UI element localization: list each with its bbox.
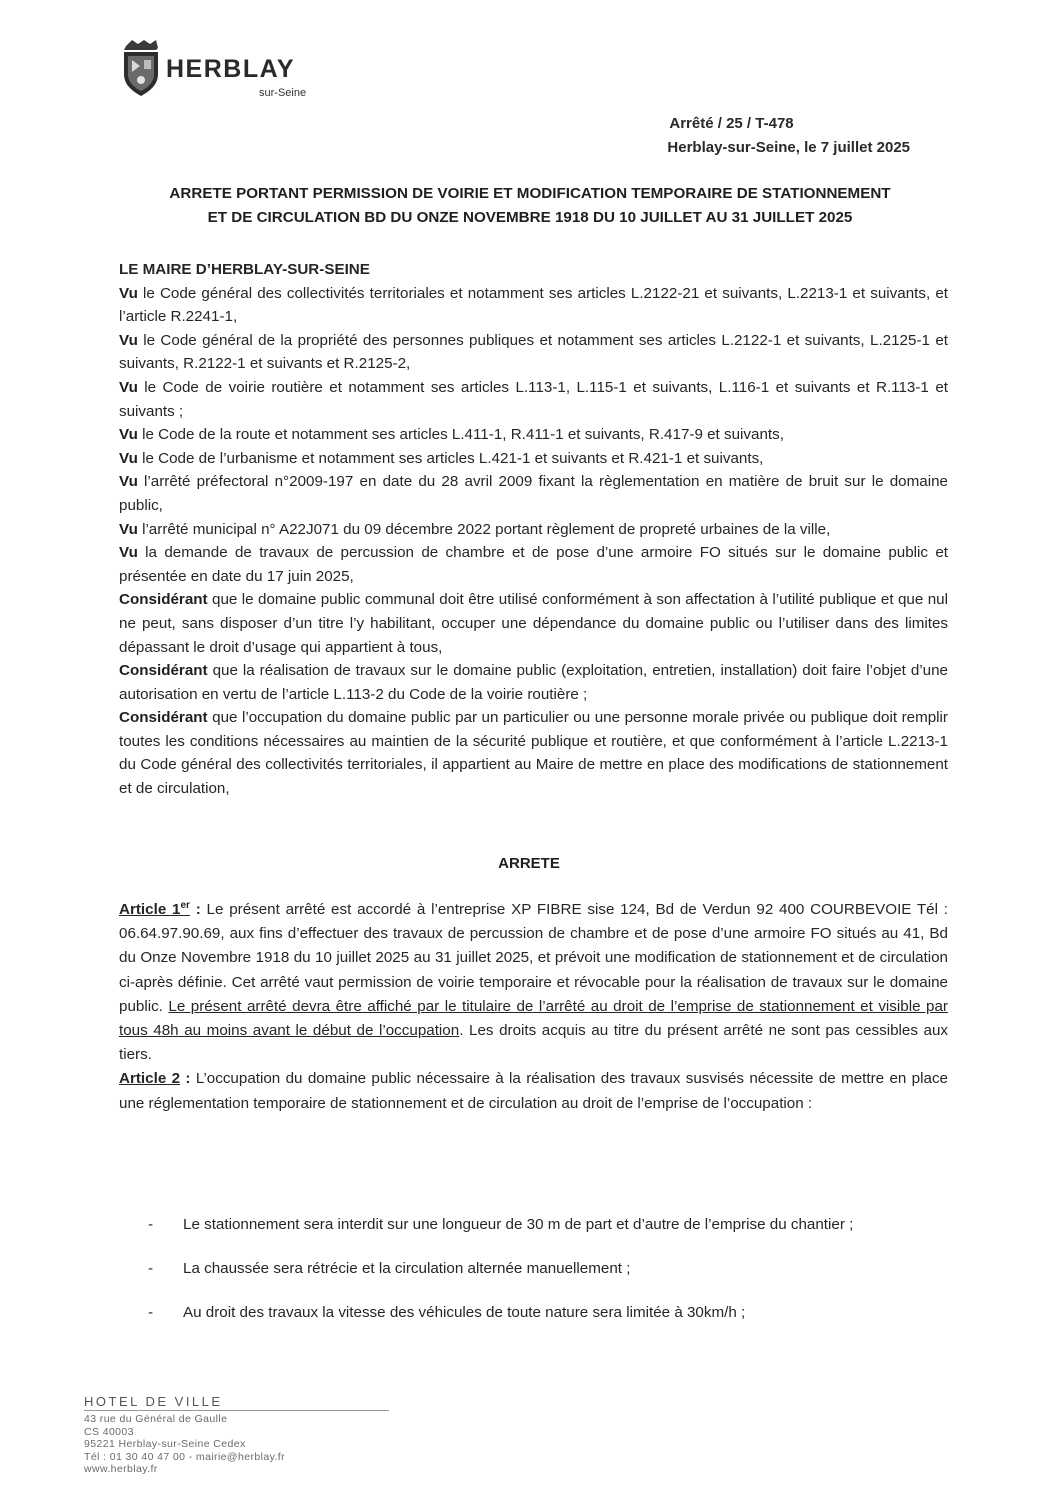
title-line-2: ET DE CIRCULATION BD DU ONZE NOVEMBRE 1918 DU 10 JUILLET AU 31 JUILLET 2025	[207, 209, 853, 226]
list-item: - La chaussée sera rétrécie et la circulation alternée manuellement ;	[148, 1260, 631, 1277]
visa-item: Vu le Code de l’urbanisme et notamment ses articles L.421-1 et suivants et R.421-1 et suivants,	[119, 449, 764, 467]
visa-item: Vu l’arrêté municipal n° A22J071 du 09 décembre 2022 portant règlement de propreté urbaines de la ville,	[119, 520, 831, 538]
maire-heading: LE MAIRE D’HERBLAY-SUR-SEINE	[119, 261, 370, 278]
article-2: Article 2 : L’occupation du domaine public nécessaire à la réalisation des travaux susvisés nécessite de mettre en place une réglementation temporaire de stationnement et de circulation au droit de l’emprise de l’occupation :	[119, 1070, 948, 1112]
logo-subtitle: sur-Seine	[259, 87, 307, 99]
visa-item: Vu la demande de travaux de percussion de chambre et de pose d’une armoire FO situés sur le domaine public et présentée en date du 17 juin 2025,	[119, 544, 948, 585]
articles-section	[119, 898, 948, 1116]
logo-name: HERBLAY	[166, 55, 296, 83]
list-item: - Au droit des travaux la vitesse des véhicules de toute nature sera limitée à 30km/h ;	[148, 1304, 746, 1321]
footer-divider	[84, 1410, 389, 1411]
visa-item: Vu le Code général de la propriété des personnes publiques et notamment ses articles L.2122-1 et suivants, L.2125-1 et suivants, R.2122-1 et suivants et R.2125-2,	[119, 331, 948, 373]
reference-block	[667, 112, 910, 160]
footer-street: 43 rue du Général de Gaulle	[84, 1413, 228, 1425]
herblay-logo	[118, 36, 378, 104]
measures-list	[148, 1208, 948, 1340]
footer-address	[84, 1394, 404, 1476]
herblay-crest-icon	[118, 36, 162, 98]
place-date: Herblay-sur-Seine, le 7 juillet 2025	[667, 139, 910, 156]
article-1-label: Article 1er	[119, 899, 190, 918]
visas-section	[119, 258, 948, 801]
article-1: Article 1er : Le présent arrêté est accordé à l’entreprise XP FIBRE sise 124, Bd de Verdun 92 400 COURBEVOIE Tél : 06.64.97.90.69, aux fins d’effectuer des travaux de percussion de chambre et de pose d’une armoire FO situés au 41, Bd du Onze Novembre 1918 du 10 juillet 2025 au 31 juillet 2025, et prévoit une modification de stationnement et de circulation ci-après définie. Cet arrêté vaut permission de voirie temporaire et révocable pour la réalisation de travaux sur le domaine public. Le présent arrêté devra être affiché par le titulaire de l’arrêté au droit de l’emprise de stationnement et visible par tous 48h au moins avant le début de l’occupation. Les droits acquis au titre du présent arrêté ne sont pas cessibles aux tiers.	[119, 899, 948, 1064]
visa-item: Vu le Code général des collectivités territoriales et notamment ses articles L.2122-21 et suivants, L.2213-1 et suivants, et l’article R.2241-1,	[119, 284, 948, 326]
article-2-label: Article 2	[119, 1070, 181, 1088]
arrete-heading: ARRETE	[498, 855, 560, 872]
considerant-item: Considérant que l’occupation du domaine public par un particulier ou une personne morale privée ou publique doit remplir toutes les conditions nécessaires au maintien de la sécurité publique et routière, et que conformément à l’article L.2213-1 du Code général des collectivités territoriales, il appartient au Maire de mettre en place des modifications de stationnement et de circulation,	[119, 709, 948, 798]
arrete-reference: Arrêté / 25 / T-478	[669, 115, 794, 132]
footer-cs: CS 40003	[84, 1425, 134, 1438]
considerant-item: Considérant que le domaine public communal doit être utilisé conformément à son affectation à l’utilité publique et que nul ne peut, sans disposer d’un titre l’y habilitant, occuper une dépendance du domaine public ou l’utiliser dans des limites dépassant le droit d’usage qui appartient à tous,	[119, 591, 948, 656]
visa-item: Vu le Code de voirie routière et notamment ses articles L.113-1, L.115-1 et suivants, L.116-1 et suivants et R.113-1 et suivants ;	[119, 378, 948, 420]
display-requirement: Le présent arrêté devra être affiché par le titulaire de l’arrêté au droit de l’emprise de stationnement et visible par tous 48h au moins avant le début de l’occupation	[119, 997, 948, 1040]
list-item: - Le stationnement sera interdit sur une longueur de 30 m de part et d’autre de l’emprise du chantier ;	[148, 1216, 854, 1233]
visa-item: Vu le Code de la route et notamment ses articles L.411-1, R.411-1 et suivants, R.417-9 et suivants,	[119, 426, 784, 444]
footer-title: HOTEL DE VILLE	[84, 1394, 223, 1409]
title-line-1: ARRETE PORTANT PERMISSION DE VOIRIE ET MODIFICATION TEMPORAIRE DE STATIONNEMENT	[169, 185, 891, 202]
footer-city: 95221 Herblay-sur-Seine Cedex	[84, 1438, 246, 1450]
footer-contact: Tél : 01 30 40 47 00 - mairie@herblay.fr	[84, 1450, 285, 1463]
considerant-item: Considérant que la réalisation de travaux sur le domaine public (exploitation, entretien, installation) doit faire l’objet d’une autorisation en vertu de l’article L.113-2 du Code de la voirie routière ;	[119, 662, 948, 703]
footer-website: www.herblay.fr	[84, 1463, 158, 1475]
visa-item: Vu l’arrêté préfectoral n°2009-197 en date du 28 avril 2009 fixant la règlementation en matière de bruit sur le domaine public,	[119, 473, 948, 514]
document-title	[80, 182, 980, 230]
